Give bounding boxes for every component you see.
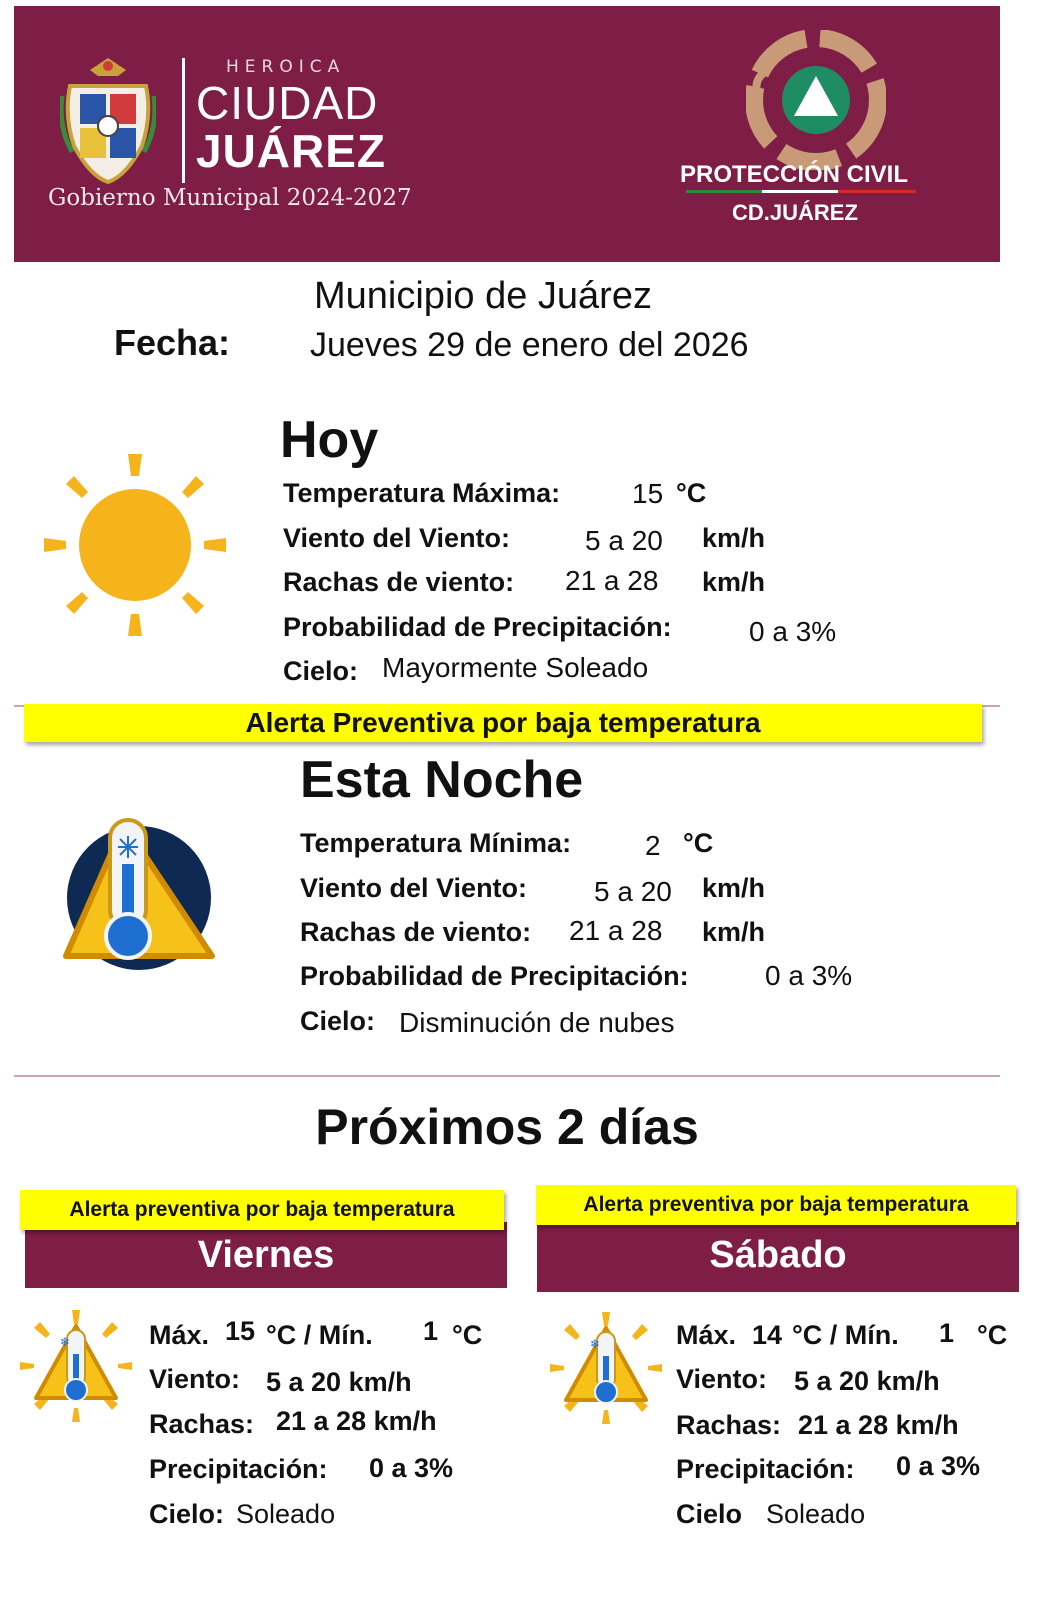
- noche-title: Esta Noche: [300, 751, 584, 809]
- proteccion-civil-subtitle: CD.JUÁREZ: [732, 200, 858, 225]
- day-alert-viernes: Alerta preventiva por baja temperatura: [20, 1190, 504, 1230]
- viernes-max-value: 15: [225, 1316, 256, 1346]
- noche-temp-label: Temperatura Mínima:: [300, 828, 572, 858]
- noche-cielo-value: Disminución de nubes: [399, 1007, 675, 1038]
- noche-rachas-unit: km/h: [702, 917, 766, 947]
- sabado-viento-label: Viento:: [676, 1364, 768, 1394]
- day-alert-sabado: Alerta preventiva por baja temperatura: [536, 1185, 1016, 1225]
- sabado-min-label: °C / Mín.: [792, 1320, 899, 1350]
- fecha-label: Fecha:: [114, 322, 231, 363]
- hoy-temp-label: Temperatura Máxima:: [283, 478, 561, 508]
- viernes-cielo-value: Soleado: [236, 1499, 336, 1529]
- viernes-min-unit: °C: [452, 1320, 483, 1350]
- hoy-cielo-label: Cielo:: [283, 656, 359, 686]
- svg-text:❄: ❄: [60, 1335, 71, 1349]
- sun-icon: [40, 450, 230, 640]
- noche-temp-unit: °C: [683, 828, 714, 858]
- header-gobierno: Gobierno Municipal 2024-2027: [48, 185, 412, 211]
- proteccion-civil-title: PROTECCIÓN CIVIL: [680, 161, 909, 188]
- hoy-title: Hoy: [280, 411, 379, 469]
- cold-warning-small-icon: [550, 1312, 662, 1424]
- noche-viento-value: 5 a 20: [594, 876, 672, 907]
- noche-precip-value: 0 a 3%: [765, 960, 853, 991]
- proteccion-civil-emblem-icon: [746, 30, 886, 170]
- sabado-min-value: 1: [939, 1318, 955, 1348]
- alert-banner: Alerta Preventiva por baja temperatura: [24, 704, 982, 742]
- hoy-viento-label: Viento del Viento:: [283, 523, 511, 553]
- viernes-viento-value: 5 a 20 km/h: [266, 1367, 412, 1397]
- sabado-precip-value: 0 a 3%: [896, 1451, 981, 1481]
- sabado-max-label: Máx.: [676, 1320, 737, 1350]
- coat-of-arms-icon: [60, 56, 156, 186]
- viernes-min-value: 1: [423, 1316, 439, 1346]
- sabado-max-value: 14: [752, 1320, 783, 1350]
- sabado-cielo-label: Cielo: [676, 1499, 743, 1529]
- noche-cielo-label: Cielo:: [300, 1006, 376, 1036]
- hoy-precip-label: Probabilidad de Precipitación:: [283, 612, 672, 642]
- hoy-temp-value: 15: [632, 478, 664, 509]
- fecha-value: Jueves 29 de enero del 2026: [310, 326, 749, 364]
- viernes-precip-value: 0 a 3%: [369, 1453, 454, 1483]
- day-header-sabado: Sábado: [537, 1222, 1019, 1292]
- noche-temp-value: 2: [645, 830, 661, 861]
- section-divider: [14, 1075, 1000, 1077]
- svg-text:❄: ❄: [590, 1337, 601, 1351]
- noche-precip-label: Probabilidad de Precipitación:: [300, 961, 689, 991]
- viernes-rachas-label: Rachas:: [149, 1409, 255, 1439]
- hoy-precip-value: 0 a 3%: [749, 616, 837, 647]
- viernes-max-label: Máx.: [149, 1320, 210, 1350]
- hoy-viento-unit: km/h: [702, 523, 766, 553]
- viernes-precip-label: Precipitación:: [149, 1454, 328, 1484]
- cold-thermometer-warning-icon: [62, 816, 216, 976]
- cold-warning-small-icon: [20, 1310, 132, 1422]
- header-heroica: HEROICA: [226, 57, 346, 77]
- hoy-viento-value: 5 a 20: [585, 525, 663, 556]
- header-ciudad: CIUDAD: [196, 77, 379, 129]
- hoy-rachas-label: Rachas de viento:: [283, 567, 515, 597]
- noche-rachas-value: 21 a 28: [569, 915, 663, 946]
- noche-rachas-label: Rachas de viento:: [300, 917, 532, 947]
- noche-viento-label: Viento del Viento:: [300, 873, 528, 903]
- viernes-rachas-value: 21 a 28 km/h: [276, 1406, 437, 1436]
- header-juarez: JUÁREZ: [196, 125, 387, 177]
- viernes-viento-label: Viento:: [149, 1364, 241, 1394]
- noche-viento-unit: km/h: [702, 873, 766, 903]
- viernes-cielo-label: Cielo:: [149, 1499, 225, 1529]
- sabado-rachas-label: Rachas:: [676, 1410, 782, 1440]
- proximos-title: Próximos 2 días: [315, 1099, 699, 1155]
- sabado-viento-value: 5 a 20 km/h: [794, 1366, 940, 1396]
- viernes-min-label: °C / Mín.: [266, 1320, 373, 1350]
- page-title: Municipio de Juárez: [314, 275, 652, 317]
- header-divider: [182, 58, 185, 183]
- hoy-rachas-unit: km/h: [702, 567, 766, 597]
- sabado-min-unit: °C: [977, 1320, 1008, 1350]
- hoy-temp-unit: °C: [676, 478, 707, 508]
- hoy-cielo-value: Mayormente Soleado: [382, 652, 649, 683]
- proteccion-civil-tricolor-line: [686, 190, 916, 193]
- sabado-rachas-value: 21 a 28 km/h: [798, 1410, 959, 1440]
- sabado-precip-label: Precipitación:: [676, 1454, 855, 1484]
- hoy-rachas-value: 21 a 28: [565, 565, 659, 596]
- sabado-cielo-value: Soleado: [766, 1499, 866, 1529]
- day-header-viernes: Viernes: [25, 1222, 507, 1288]
